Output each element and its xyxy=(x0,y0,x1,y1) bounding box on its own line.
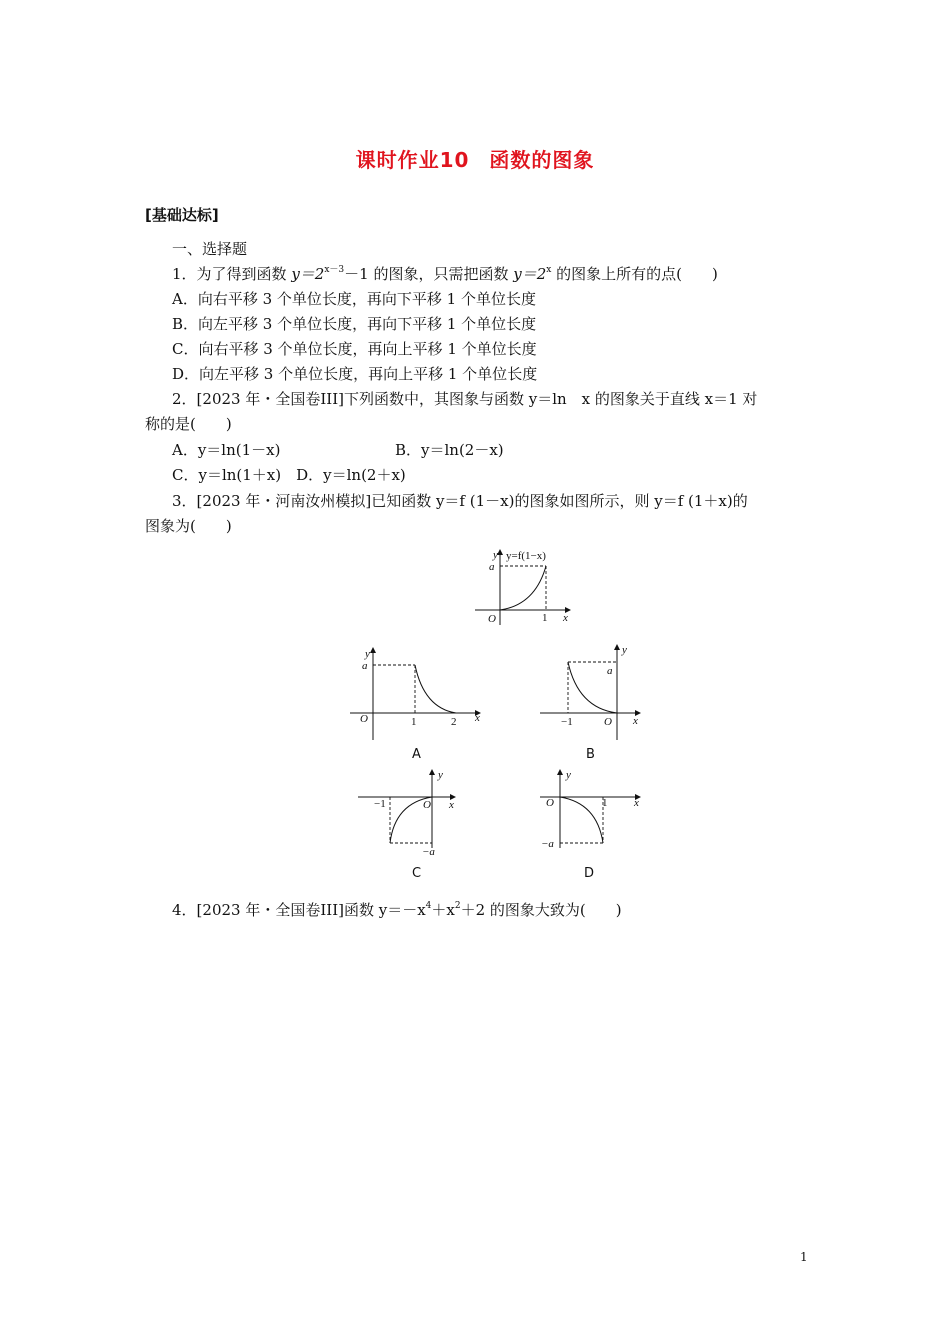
section-heading: [基础达标] xyxy=(145,206,219,224)
title-topic: 函数的图象 xyxy=(489,148,595,172)
question-2-option-cd: C．y＝ln(1＋x) D．y＝ln(2＋x) xyxy=(172,466,406,484)
figure-a-label: A xyxy=(412,747,421,762)
question-2-option-b: B．y＝ln(2－x) xyxy=(395,441,504,459)
figure-c-a: −a xyxy=(422,846,435,858)
question-4-stem: 4．[2023 年・全国卷III]函数 $y=-x^4+x^2+2$ 的图象大致为( ) xyxy=(172,901,622,919)
figure-b-y-label: y xyxy=(622,644,627,656)
main-curve-label: y=f(1−x) xyxy=(506,550,546,562)
main-tick-label: 1 xyxy=(542,612,548,624)
question-1-option-d: D．向左平移 3 个单位长度，再向上平移 1 个单位长度 xyxy=(172,365,538,383)
figure-d-tick: 1 xyxy=(602,797,608,809)
figure-c-x-label: x xyxy=(449,799,454,811)
figure-d xyxy=(540,769,640,881)
figure-given xyxy=(475,549,570,625)
figure-b-a: a xyxy=(607,665,613,677)
figure-d-x-label: x xyxy=(634,797,639,809)
figure-a-tick-1: 1 xyxy=(411,716,417,728)
main-origin-label: O xyxy=(488,613,496,625)
question-3-stem-cont: 图象为( ) xyxy=(145,517,232,535)
figure-d-y-label: y xyxy=(566,769,571,781)
page-number: 1 xyxy=(800,1250,808,1264)
figure-c-tick: −1 xyxy=(374,798,386,810)
figure-c-origin: O xyxy=(423,799,431,811)
figure-c-label: C xyxy=(412,866,422,881)
main-y-label: y xyxy=(493,549,498,561)
figure-a-origin: O xyxy=(360,713,368,725)
figure-b-x-label: x xyxy=(633,715,638,727)
question-3-stem: 3．[2023 年・河南汝州模拟]已知函数 y＝f (1－x)的图象如图所示，则 y＝f (1＋x)的 xyxy=(172,492,748,510)
question-1-stem: 1．为了得到函数 $y=2^{x-3}-1$ 的图象，只需把函数 $y=2^x$ 的图象上所有的点( ) xyxy=(172,265,718,283)
question-1-option-a: A．向右平移 3 个单位长度，再向下平移 1 个单位长度 xyxy=(172,290,536,308)
figure-a xyxy=(350,648,480,762)
main-a-label: a xyxy=(489,561,495,573)
question-2-stem-cont: 称的是( ) xyxy=(145,415,232,433)
figure-b xyxy=(540,644,640,762)
figure-a-a: a xyxy=(362,660,368,672)
figure-b-label: B xyxy=(586,747,595,762)
main-x-label: x xyxy=(563,612,568,624)
question-2-stem: 2．[2023 年・全国卷III]下列函数中，其图象与函数 y＝ln x 的图象关于直线 x＝1 对 xyxy=(172,390,758,408)
question-1-option-b: B．向左平移 3 个单位长度，再向下平移 1 个单位长度 xyxy=(172,315,537,333)
question-1-option-c: C．向右平移 3 个单位长度，再向上平移 1 个单位长度 xyxy=(172,340,537,358)
figure-a-x-label: x xyxy=(475,712,480,724)
figure-d-origin: O xyxy=(546,797,554,809)
figure-b-origin: O xyxy=(604,716,612,728)
figure-a-tick-2: 2 xyxy=(451,716,457,728)
question-2-option-a: A．y＝ln(1－x) xyxy=(172,441,281,459)
question-type-heading: 一、选择题 xyxy=(172,240,248,258)
figure-b-tick: −1 xyxy=(561,716,573,728)
title-lesson: 课时作业10 xyxy=(355,148,470,172)
figure-a-y-label: y xyxy=(365,648,370,660)
figure-c xyxy=(358,769,455,881)
figure-d-a: −a xyxy=(541,838,554,850)
figure-c-y-label: y xyxy=(438,769,443,781)
figure-d-label: D xyxy=(584,866,595,881)
